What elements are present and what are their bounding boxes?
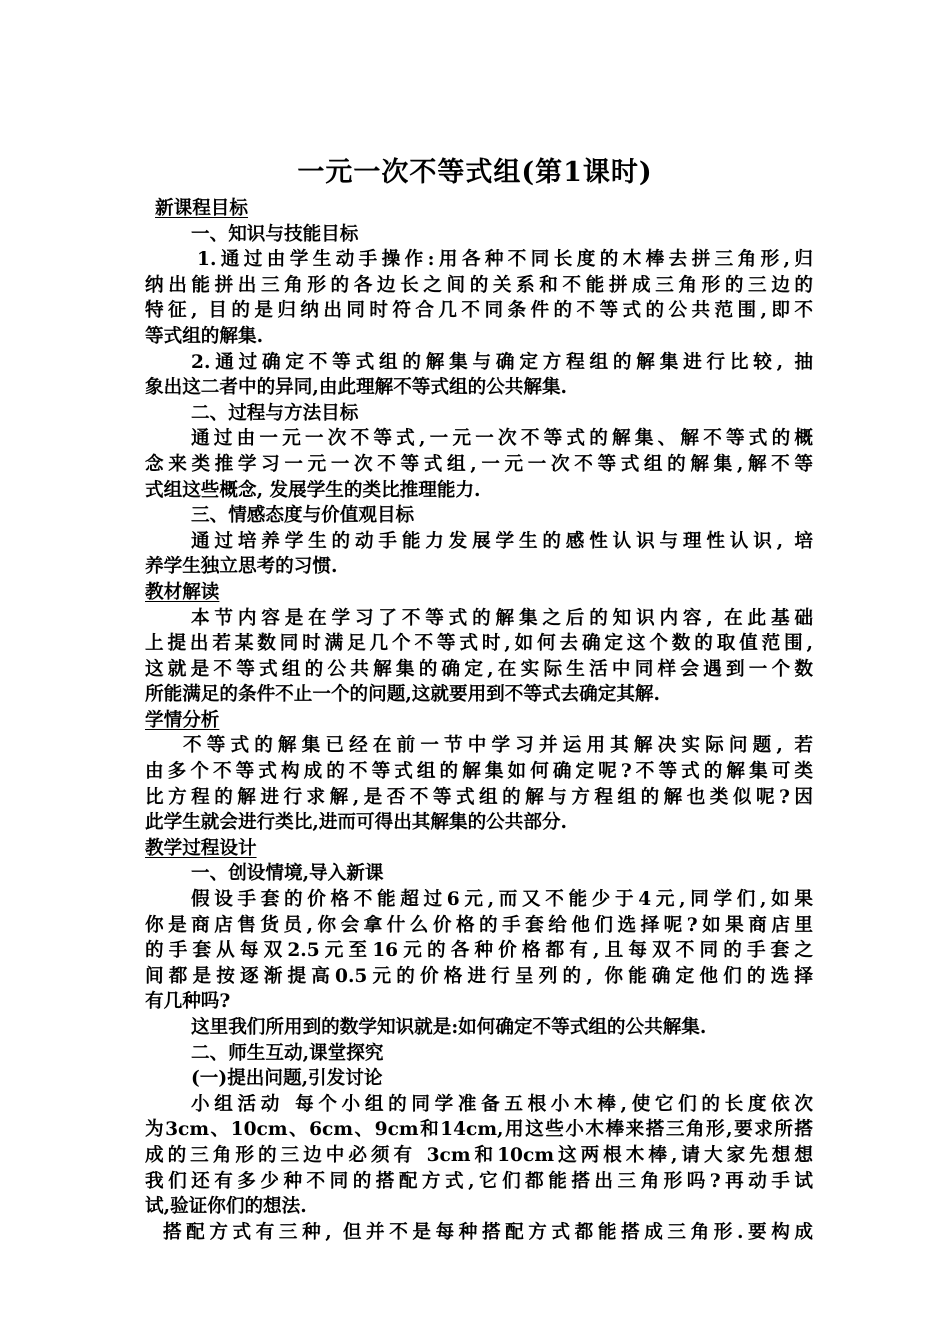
text-line: 特征, 目的是归纳出同时符合几不同条件的不等式的公共范围,即不 bbox=[145, 300, 813, 322]
text-line: 念来类推学习一元一次不等式组,一元一次不等式组的解集,解不等 bbox=[145, 453, 813, 475]
text-line: 通过由一元一次不等式,一元一次不等式的解集、解不等式的概 bbox=[191, 428, 813, 450]
text-line: 这就是不等式组的公共解集的确定,在实际生活中同样会遇到一个数 bbox=[145, 658, 813, 680]
text-line: 一、创设情境,导入新课 bbox=[191, 863, 384, 885]
text-line: 等式组的解集. bbox=[145, 325, 264, 347]
text-line: 试,验证你们的想法. bbox=[145, 1196, 307, 1218]
text-line: 二、过程与方法目标 bbox=[191, 402, 359, 424]
text-line: 二、师生互动,课堂探究 bbox=[191, 1042, 384, 1064]
text-line: 三、情感态度与价值观目标 bbox=[191, 505, 415, 527]
text-line: 教学过程设计 bbox=[145, 837, 257, 859]
text-line: 本节内容是在学习了不等式的解集之后的知识内容, 在此基础 bbox=[191, 607, 813, 629]
text-line: 不等式的解集已经在前一节中学习并运用其解决实际问题, 若 bbox=[183, 735, 813, 757]
document-body bbox=[145, 196, 813, 1245]
text-line: 这里我们所用到的数学知识就是:如何确定不等式组的公共解集. bbox=[191, 1017, 707, 1038]
text-line: 我们还有多少种不同的搭配方式,它们都能搭出三角形吗?再动手试 bbox=[145, 1170, 813, 1192]
text-line: 成的三角形的三边中必须有 3cm和10cm这两根木棒,请大家先想想 bbox=[145, 1144, 813, 1166]
text-line: 式组这些概念, 发展学生的类比推理能力. bbox=[145, 479, 481, 501]
text-line: 搭配方式有三种, 但并不是每种搭配方式都能搭成三角形.要构成 bbox=[163, 1221, 813, 1243]
text-line: 学情分析 bbox=[145, 709, 220, 731]
text-line: 象出这二者中的异同,由此理解不等式组的公共解集. bbox=[145, 377, 568, 399]
text-line: 所能满足的条件不止一个的问题,这就要用到不等式去确定其解. bbox=[145, 684, 660, 706]
text-line: 由多个不等式构成的不等式组的解集如何确定呢?不等式的解集可类 bbox=[145, 761, 813, 783]
text-line: 间都是按逐渐提高0.5元的价格进行呈列的, 你能确定他们的选择 bbox=[145, 965, 813, 987]
text-line: 为3cm、10cm、6cm、9cm和14cm,用这些小木棒来搭三角形,要求所搭 bbox=[145, 1119, 813, 1141]
text-line: 比方程的解进行求解,是否不等式组的解与方程组的解也类似呢?因 bbox=[145, 786, 813, 808]
text-line: 此学生就会进行类比,进而可得出其解集的公共部分. bbox=[145, 812, 568, 834]
text-line: 教材解读 bbox=[145, 581, 220, 603]
document-title: 一元一次不等式组(第1课时) bbox=[297, 157, 653, 188]
text-line: 小组活动 每个小组的同学准备五根小木棒,使它们的长度依次 bbox=[191, 1093, 813, 1115]
text-line: 一、知识与技能目标 bbox=[191, 223, 359, 245]
text-line: 有几种吗? bbox=[145, 991, 231, 1013]
text-line: 新课程目标 bbox=[155, 198, 248, 219]
text-line: 的手套从每双2.5元至16元的各种价格都有,且每双不同的手套之 bbox=[145, 940, 813, 962]
text-line: 通过培养学生的动手能力发展学生的感性认识与理性认识, 培 bbox=[191, 530, 813, 552]
text-line: 养学生独立思考的习惯. bbox=[145, 556, 338, 578]
text-line: (一)提出问题,引发讨论 bbox=[191, 1068, 383, 1090]
text-line: 2.通过确定不等式组的解集与确定方程组的解集进行比较, 抽 bbox=[191, 351, 813, 373]
text-line: 你是商店售货员,你会拿什么价格的手套给他们选择呢?如果商店里 bbox=[145, 914, 813, 936]
text-line: 纳出能拼出三角形的各边长之间的关系和不能拼成三角形的三边的 bbox=[145, 274, 813, 296]
text-line: 1.通过由学生动手操作:用各种不同长度的木棒去拼三角形,归 bbox=[197, 249, 813, 271]
text-line: 上提出若某数同时满足几个不等式时,如何去确定这个数的取值范围, bbox=[145, 633, 813, 655]
text-line: 假设手套的价格不能超过6元,而又不能少于4元,同学们,如果 bbox=[191, 889, 813, 911]
